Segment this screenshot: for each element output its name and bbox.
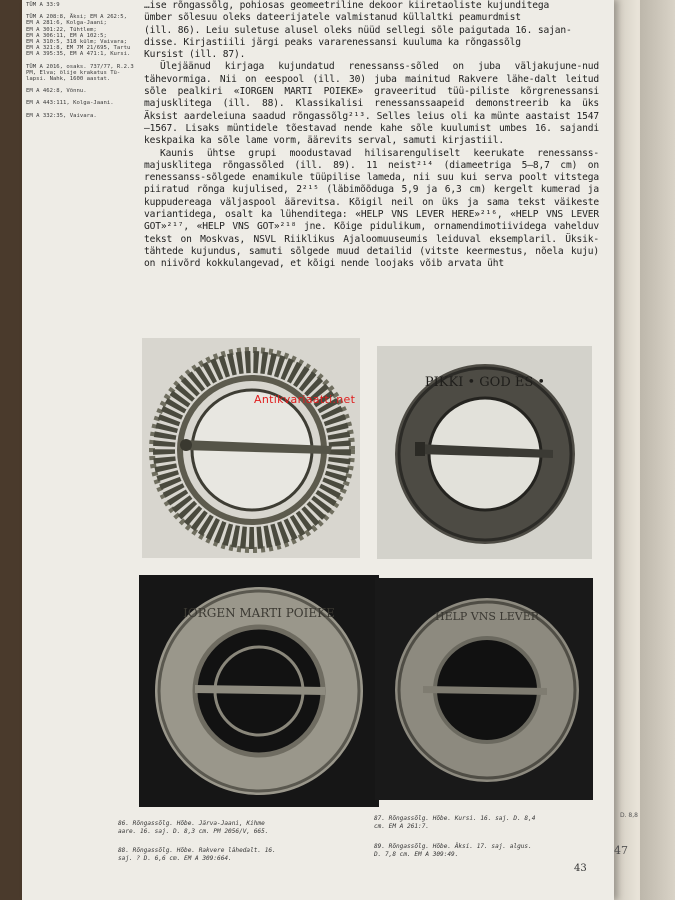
caption-89: 89. Rõngassõlg. Hõbe. Äksi. 17. saj. algus. D. 7,8 cm. EM A 309:49. bbox=[374, 843, 532, 859]
brooch-89-image bbox=[375, 578, 593, 800]
body-line: (ill. 86). Leiu suletuse alusel oleks nüüd sellegi sõle paigutada 16. sajan- bbox=[144, 24, 572, 36]
margin-note: EM A 462:8, Võnnu. bbox=[26, 88, 87, 95]
margin-note: TÜM A 208:8, Äksi; EM A 262:5, EM A 281:6, Kolga-Jaani; EM A 301:22, Tühtlem; EM A 306:11, EM A 102:5; EM A 310:5, 318 külm; Vaivara; EM A 321:8, EM 7M 21/695, Tartu EM A 395:35, EM A 471:1, Kursi. bbox=[26, 14, 131, 58]
body-line: …ise rõngassõlg, pohiosas geomeetriline dekoor kiiretaoliste kujunditega bbox=[144, 0, 550, 11]
body-text bbox=[144, 0, 599, 271]
photo-brooch-88 bbox=[139, 575, 379, 807]
book-page bbox=[22, 0, 614, 900]
photo-brooch-86 bbox=[142, 338, 360, 558]
page-number: 43 bbox=[574, 863, 587, 874]
caption-88: 88. Rõngassõlg. Hõbe. Rakvere lähedalt. 16. saj. ? D. 6,6 cm. EM A 309:664. bbox=[118, 847, 276, 863]
back-page-edge bbox=[640, 0, 675, 900]
body-line: disse. Kirjastiili järgi peaks vararenessansi kuuluma ka rõngassõlg bbox=[144, 36, 521, 48]
margin-note: TÜM A 33:9 bbox=[26, 2, 60, 8]
body-line: ümber sõlesuu oleks dateerijatele valmistanud küllaltki peamurdmist bbox=[144, 12, 521, 24]
brooch-89-inscription: HELP VNS LEVER bbox=[434, 610, 540, 623]
photo-brooch-87 bbox=[377, 346, 592, 559]
watermark: Antikvariaatti.net bbox=[254, 393, 356, 406]
brooch-86-image bbox=[142, 338, 360, 558]
margin-note: EM A 443:111, Kolga-Jaani. bbox=[26, 100, 114, 107]
brooch-88-image bbox=[139, 575, 379, 807]
margin-notes bbox=[26, 2, 136, 125]
caption-86: 86. Rõngassõlg. Hõbe. Järva-Jaani, Kihme aare. 16. saj. D. 8,3 cm. PM 2056/V, 665. bbox=[118, 820, 269, 836]
body-paragraph: Kaunis ühtse grupi moodustavad hilisarenguliselt keerukate renessanss-majusklitega rõngassõled (ill. 89). 11 neist²¹⁴ (diameetriga 5—8,7 cm) on renessanss-sõlgede enamikule tüüpilise lameda, nii suu kui serva poolt vitstega piiratud rõnga kujulised, 2²¹⁵ (läbimõõduga 5,9 ja 6,3 cm) kergelt kumerad ja kuppudereaga väljaspool äärevitsa. Kõigil neil on üks ja sama tekst väikeste variantidega, osalt ka lühenditega: «HELP VNS LEVER HERE»²¹⁶, «HELP VNS LEVER GOT»²¹⁷, «HELP VNS GOT»²¹⁸ jne. Kõige pidulikum, ornamendimotiividega vahelduv tekst on Moskvas, NSVL Riiklikus Ajaloomuuseumis leiduval eksemplaril. Üksik-tähtede kujundus, samuti sõlgede muud detailid (vitste keermestus, nõela kuju) on niivõrd kokkulangevad, et kõigi nende loojaks võib arvata üht bbox=[144, 147, 599, 270]
right-page-note: D. 8,8 bbox=[620, 812, 638, 819]
body-paragraph: Ülejäänud kirjaga kujundatud renessanss-sõled on juba väljakujune-nud tähevormiga. Nii on eespool (ill. 30) juba mainitud Rakvere lähe-dalt leitud sõle pealkiri «IORGEN MARTI POIEKE» graveeritud tüü-piliste kõrgrenessansi majusklitega (ill. 88). Klassikalisi renessanssaapeid demonstreerib ka üks Äksist aardeleiuna saadud rõngassõlg²¹³. Selles leius oli ka münte aastaist 1547—1567. Lisaks müntidele tõestavad nende kahe sõle kuulumist umbes 16. sajandi keskpaika ka sõle lame vorm, äärevits serval, samuti kirjastiil. bbox=[144, 61, 599, 147]
margin-note: TÜM A 2016, osaks. 737/77, R.2.3 PM, Elva; ölije krakatus Tü- lapsi. Nahk, 1600 aastat. bbox=[26, 63, 134, 83]
brooch-88-inscription: IORGEN MARTI POIEKE bbox=[183, 606, 335, 620]
right-page-number: 47 bbox=[614, 844, 628, 857]
caption-87: 87. Rõngassõlg. Hõbe. Kursi. 16. saj. D. 8,4 cm. EM A 261:7. bbox=[374, 815, 536, 831]
photo-brooch-89 bbox=[375, 578, 593, 800]
body-paragraph: Kursist (ill. 87). bbox=[144, 49, 246, 61]
brooch-87-inscription: PIKKI • GOD ES • bbox=[424, 375, 546, 390]
brooch-87-image bbox=[377, 346, 592, 559]
margin-note: EM A 332:35, Vaivara. bbox=[26, 112, 97, 119]
